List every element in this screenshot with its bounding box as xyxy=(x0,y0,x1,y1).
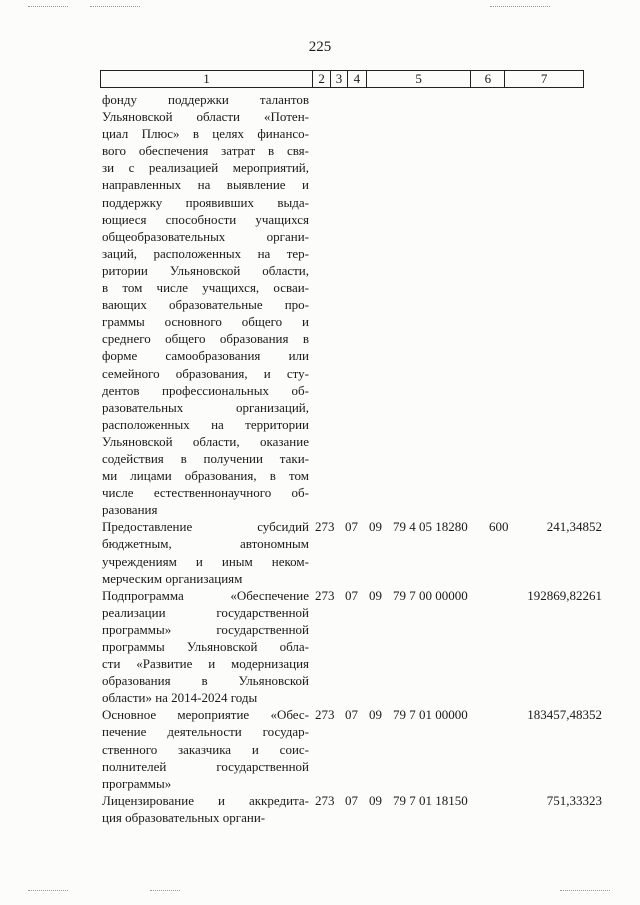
table-body xyxy=(102,91,602,826)
description-line: Предоставление субсидий xyxy=(102,519,309,535)
target-article-code xyxy=(393,91,489,518)
table-row xyxy=(102,518,602,586)
description-line: в том числе учащихся, осваи- xyxy=(102,280,309,296)
header-col-7: 7 xyxy=(540,71,548,86)
description-line: фонду поддержки талантов xyxy=(102,92,309,107)
subsection-code xyxy=(369,91,393,518)
description-line: реализации государственной xyxy=(102,604,309,620)
description-line: форме самообразования или xyxy=(102,348,309,364)
target-article-code: 79 7 01 00000 xyxy=(393,707,468,723)
subsection-code: 09 xyxy=(369,587,382,603)
description-line: вого обеспечения затрат в свя- xyxy=(102,143,309,159)
description-line: разования xyxy=(102,502,158,518)
row-description xyxy=(102,792,309,826)
description-line: расположенных на территории xyxy=(102,416,309,432)
description-line: семейного образования, и сту- xyxy=(102,365,309,381)
table-row xyxy=(102,706,602,791)
description-line: Ульяновской области «Потен- xyxy=(102,109,309,125)
description-line: бюджетным, автономным xyxy=(102,536,309,552)
ministry-code: 273 xyxy=(315,707,335,723)
header-col-6: 6 xyxy=(471,71,505,87)
description-line: поддержку проявивших выда- xyxy=(102,194,309,210)
ministry-code: 273 xyxy=(315,792,335,808)
description-line: ющиеся способности учащихся xyxy=(102,211,309,227)
description-line: циал Плюс» в целях финансо- xyxy=(102,126,309,142)
page-number: 225 xyxy=(308,39,332,55)
description-line: содействия в получении таки- xyxy=(102,450,309,466)
ministry-code xyxy=(315,91,345,518)
expense-type-code: 600 xyxy=(489,519,509,535)
subsection-code: 09 xyxy=(369,792,382,808)
description-line: Лицензирование и аккредита- xyxy=(102,792,309,808)
amount-value xyxy=(507,91,602,518)
row-codes xyxy=(309,518,602,586)
description-line: программы» государственной xyxy=(102,621,309,637)
description-line: Ульяновской области, оказание xyxy=(102,433,309,449)
description-line: мерческим организациям xyxy=(102,570,243,586)
table-row xyxy=(102,91,602,518)
row-codes xyxy=(309,706,602,791)
description-line: ми лицами образования, в том xyxy=(102,468,309,484)
expense-type-code xyxy=(489,587,507,707)
description-line: образования в Ульяновской xyxy=(102,673,309,689)
row-codes xyxy=(309,792,602,826)
description-line: числе естественнонаучного об- xyxy=(102,485,309,501)
row-description xyxy=(102,706,309,791)
expense-type-code xyxy=(489,706,507,791)
description-line: вающих образовательные про- xyxy=(102,297,309,313)
row-description xyxy=(102,518,309,586)
amount-value: 241,34852 xyxy=(546,519,602,535)
description-line: ция образовательных органи- xyxy=(102,809,266,825)
description-line: общеобразовательных органи- xyxy=(102,228,309,244)
target-article-code: 79 7 00 00000 xyxy=(393,587,468,603)
section-code xyxy=(345,91,369,518)
expense-type-code xyxy=(489,792,507,826)
description-line: учреждениям и иным неком- xyxy=(102,553,309,569)
description-line: граммы основного общего и xyxy=(102,314,309,330)
table-row xyxy=(102,792,602,826)
header-col-4: 4 xyxy=(348,71,367,87)
description-line: области» на 2014-2024 годы xyxy=(102,690,258,706)
section-code: 07 xyxy=(345,519,358,535)
description-line: дентов профессиональных об- xyxy=(102,382,309,398)
target-article-code: 79 4 05 18280 xyxy=(393,519,468,535)
table-row xyxy=(102,587,602,707)
subsection-code: 09 xyxy=(369,519,382,535)
description-line: программы» xyxy=(102,775,172,791)
bottom-scan-marks xyxy=(0,890,640,894)
description-line: заций, расположенных на тер- xyxy=(102,245,309,261)
table-header-row xyxy=(100,70,584,88)
description-line: среднего общего образования в xyxy=(102,331,309,347)
target-article-code: 79 7 01 18150 xyxy=(393,792,468,808)
description-line: полнителей государственной xyxy=(102,758,309,774)
description-line: программы Ульяновской обла- xyxy=(102,639,309,654)
section-code: 07 xyxy=(345,707,358,723)
section-code: 07 xyxy=(345,587,358,603)
description-line: Подпрограмма «Обеспечение xyxy=(102,587,309,603)
description-line: печение деятельности государ- xyxy=(102,724,309,740)
description-line: сти «Развитие и модернизация xyxy=(102,656,309,672)
description-line: разовательных организаций, xyxy=(102,399,309,415)
description-line: зи с реализацией мероприятий, xyxy=(102,160,309,176)
row-description xyxy=(102,91,309,518)
description-line: ственного заказчика и соис- xyxy=(102,741,309,757)
ministry-code: 273 xyxy=(315,519,335,535)
header-col-5: 5 xyxy=(367,71,472,87)
amount-value: 183457,48352 xyxy=(527,707,602,723)
subsection-code: 09 xyxy=(369,707,382,723)
header-col-3: 3 xyxy=(331,71,348,87)
header-col-1: 1 xyxy=(101,71,313,87)
ministry-code: 273 xyxy=(315,587,335,603)
row-codes xyxy=(309,91,602,518)
expense-type-code xyxy=(489,91,507,518)
row-codes xyxy=(309,587,602,707)
description-line: ритории Ульяновской области, xyxy=(102,262,309,278)
description-line: направленных на выявление и xyxy=(102,177,309,193)
header-col-2: 2 xyxy=(313,71,331,87)
amount-value: 751,33323 xyxy=(546,792,602,808)
top-scan-marks xyxy=(0,6,640,10)
section-code: 07 xyxy=(345,792,358,808)
description-line: Основное мероприятие «Обес- xyxy=(102,707,309,723)
amount-value: 192869,82261 xyxy=(527,587,602,603)
row-description xyxy=(102,587,309,707)
